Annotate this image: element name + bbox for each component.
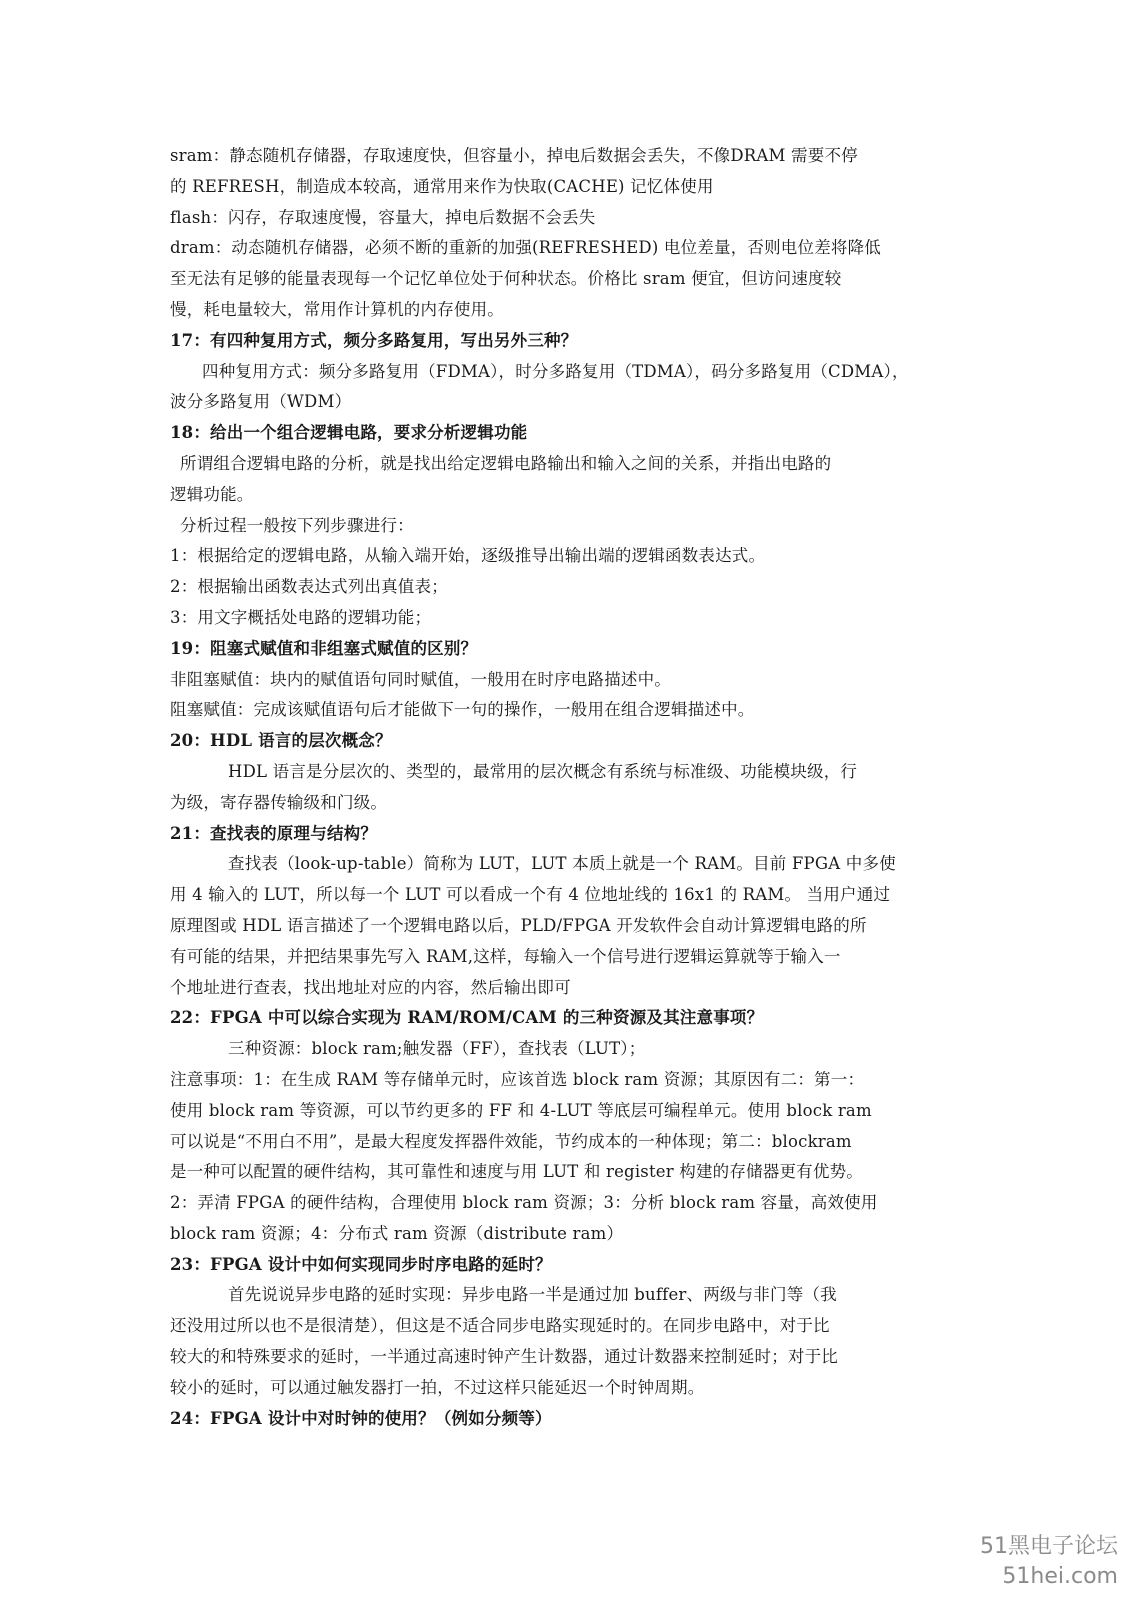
text-line: 2：根据输出函数表达式列出真值表； (170, 577, 448, 597)
text-line: 3：用文字概括处电路的逻辑功能； (170, 607, 432, 627)
text-line: 阻塞赋值：完成该赋值语句后才能做下一句的操作，一般用在组合逻辑描述中。 (170, 700, 755, 720)
question-heading: 18：给出一个组合逻辑电路，要求分析逻辑功能 (170, 423, 528, 443)
text-line: 查找表（look-up-table）简称为 LUT，LUT 本质上就是一个 RAM。目前 FPGA 中多使 (228, 854, 896, 874)
question-heading: 20：HDL 语言的层次概念？ (170, 731, 392, 751)
text-line: 较大的和特殊要求的延时，一半通过高速时钟产生计数器，通过计数器来控制延时；对于比 (170, 1347, 838, 1367)
text-line: 使用 block ram 等资源，可以节约更多的 FF 和 4-LUT 等底层可编程单元。使用 block ram (170, 1100, 872, 1120)
question-heading: 21：查找表的原理与结构？ (170, 823, 378, 843)
text-line: 的 REFRESH，制造成本较高，通常用来作为快取(CACHE) 记忆体使用 (170, 176, 714, 196)
text-line: 首先说说异步电路的延时实现：异步电路一半是通过加 buffer、两级与非门等（我 (228, 1285, 837, 1305)
text-line: 所谓组合逻辑电路的分析，就是找出给定逻辑电路输出和输入之间的关系，并指出电路的 (180, 453, 832, 473)
text-line: flash：闪存，存取速度慢，容量大，掉电后数据不会丢失 (170, 207, 596, 227)
text-line: HDL 语言是分层次的、类型的，最常用的层次概念有系统与标准级、功能模块级，行 (228, 761, 858, 781)
text-line: 至无法有足够的能量表现每一个记忆单位处于何种状态。价格比 sram 便宜，但访问速度较 (170, 269, 842, 289)
question-heading: 17：有四种复用方式，频分多路复用，写出另外三种？ (170, 330, 578, 350)
text-line: 逻辑功能。 (170, 484, 254, 504)
text-line: 还没用过所以也不是很清楚），但这是不适合同步电路实现延时的。在同步电路中，对于比 (170, 1316, 830, 1336)
text-line: 注意事项：1：在生成 RAM 等存储单元时，应该首选 block ram 资源；其原因有二：第一： (170, 1069, 865, 1089)
watermark-title: 51黑电子论坛 (980, 1534, 1118, 1559)
text-line: 个地址进行查表，找出地址对应的内容，然后输出即可 (170, 977, 571, 997)
watermark-url: 51hei.com (1002, 1564, 1118, 1589)
text-line: 为级，寄存器传输级和门级。 (170, 792, 388, 812)
text-line: 可以说是“不用白不用”，是最大程度发挥器件效能，节约成本的一种体现；第二：blockram (170, 1131, 852, 1151)
text-line: 2：弄清 FPGA 的硬件结构，合理使用 block ram 资源；3：分析 block ram 容量，高效使用 (170, 1193, 878, 1213)
text-line: 是一种可以配置的硬件结构，其可靠性和速度与用 LUT 和 register 构建的存储器更有优势。 (170, 1162, 863, 1182)
text-line: 慢，耗电量较大，常用作计算机的内存使用。 (170, 299, 504, 319)
text-line: 有可能的结果，并把结果事先写入 RAM,这样，每输入一个信号进行逻辑运算就等于输入一 (170, 946, 841, 966)
text-line: 非阻塞赋值：块内的赋值语句同时赋值，一般用在时序电路描述中。 (170, 669, 671, 689)
text-line: dram：动态随机存储器，必须不断的重新的加强(REFRESHED) 电位差量，否则电位差将降低 (170, 238, 882, 258)
text-line: 1：根据给定的逻辑电路，从输入端开始，逐级推导出输出端的逻辑函数表达式。 (170, 546, 766, 566)
document-body (170, 141, 960, 1434)
question-heading: 22：FPGA 中可以综合实现为 RAM/ROM/CAM 的三种资源及其注意事项？ (170, 1008, 764, 1028)
text-line: sram：静态随机存储器，存取速度快，但容量小，掉电后数据会丢失，不像DRAM 需要不停 (170, 146, 858, 165)
text-line: 波分多路复用（WDM） (170, 392, 352, 412)
question-heading: 19：阻塞式赋值和非组塞式赋值的区别？ (170, 638, 478, 658)
text-line: 原理图或 HDL 语言描述了一个逻辑电路以后，PLD/FPGA 开发软件会自动计算逻辑电路的所 (170, 915, 867, 935)
text-line: 较小的延时，可以通过触发器打一拍，不过这样只能延迟一个时钟周期。 (170, 1377, 705, 1397)
text-line: 分析过程一般按下列步骤进行： (180, 515, 414, 535)
text-line: block ram 资源；4：分布式 ram 资源（distribute ram） (170, 1223, 624, 1243)
text-line: 四种复用方式：频分多路复用（FDMA），时分多路复用（TDMA），码分多路复用（CDMA）， (202, 361, 909, 381)
question-heading: 24：FPGA 设计中对时钟的使用？（例如分频等） (170, 1408, 552, 1428)
question-heading: 23：FPGA 设计中如何实现同步时序电路的延时？ (170, 1254, 552, 1274)
site-watermark (980, 1532, 1118, 1592)
text-line: 用 4 输入的 LUT，所以每一个 LUT 可以看成一个有 4 位地址线的 16x1 的 RAM。 当用户通过 (170, 885, 891, 905)
text-line: 三种资源：block ram;触发器（FF），查找表（LUT）； (228, 1039, 646, 1059)
